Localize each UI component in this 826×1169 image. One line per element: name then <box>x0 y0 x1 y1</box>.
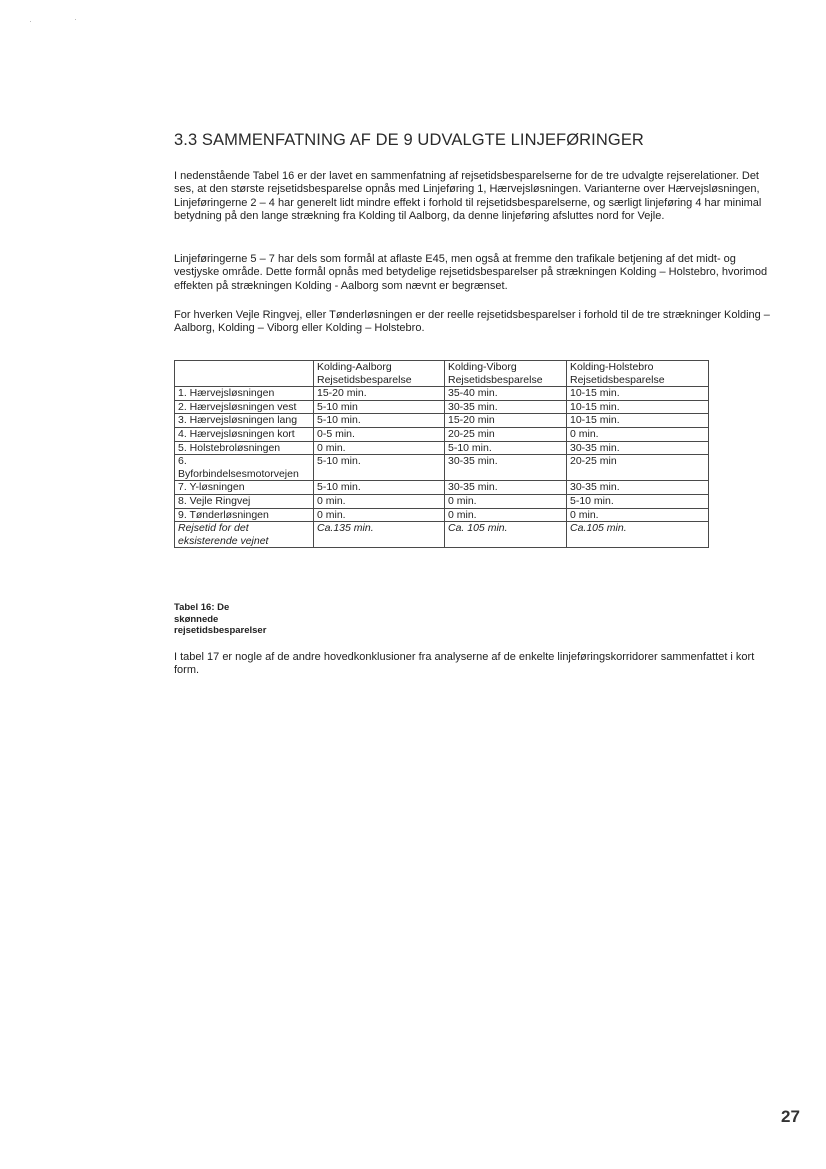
header-cell: Kolding-Viborg Rejsetidsbesparelse <box>445 361 567 387</box>
paragraph: Linjeføringerne 5 – 7 har dels som formål at aflaste E45, men også at fremme den trafikale betjening af det midt- og vestjyske område. Dette formål opnås med betydelige rejsetidsbesparelser på strækningen Kolding – Holstebro, hvorimod effekten på strækningen Kolding - Aalborg som nævnt er begrænset. <box>174 253 768 292</box>
table-cell: 30-35 min. <box>445 400 567 414</box>
table-cell: 10-15 min. <box>567 387 709 401</box>
table-cell: 10-15 min. <box>567 400 709 414</box>
table-row <box>175 441 709 455</box>
page-number: 27 <box>781 1107 800 1126</box>
table-caption: Tabel 16: De skønnede rejsetidsbesparelser <box>174 602 267 637</box>
table-row <box>175 387 709 401</box>
table-cell: 0 min. <box>314 508 445 522</box>
table-cell: 15-20 min <box>445 414 567 428</box>
table-cell: 15-20 min. <box>314 387 445 401</box>
table-cell: Ca.105 min. <box>567 522 709 548</box>
table-cell: 30-35 min. <box>445 481 567 495</box>
table-cell: 30-35 min. <box>445 455 567 481</box>
scan-speck <box>75 19 76 20</box>
row-label: 5. Holstebroløsningen <box>175 441 314 455</box>
table-cell: 5-10 min. <box>314 414 445 428</box>
row-label: 9. Tønderløsningen <box>175 508 314 522</box>
table-cell: Ca.135 min. <box>314 522 445 548</box>
table-cell: 20-25 min <box>567 455 709 481</box>
paragraph: For hverken Vejle Ringvej, eller Tønderløsningen er der reelle rejsetidsbesparelser i forhold til de tre strækninger Kolding – Aalborg, Kolding – Viborg eller Kolding – Holstebro. <box>174 309 770 335</box>
row-label: 3. Hærvejsløsningen lang <box>175 414 314 428</box>
table-header-row <box>175 361 709 387</box>
table-cell: 0 min. <box>314 494 445 508</box>
savings-table <box>174 360 709 548</box>
section-heading: 3.3 SAMMENFATNING AF DE 9 UDVALGTE LINJEFØRINGER <box>174 131 644 149</box>
table-cell: 0 min. <box>567 427 709 441</box>
header-cell: Kolding-Aalborg Rejsetidsbesparelse <box>314 361 445 387</box>
paragraph: I tabel 17 er nogle af de andre hovedkonklusioner fra analyserne af de enkelte linjeføringskorridorer sammenfattet i kort form. <box>174 651 755 677</box>
row-label: 8. Vejle Ringvej <box>175 494 314 508</box>
table-cell: 30-35 min. <box>567 481 709 495</box>
table-row <box>175 481 709 495</box>
paragraph: I nedenstående Tabel 16 er der lavet en sammenfatning af rejsetidsbesparelserne for de tre udvalgte rejserelationer. Det ses, at den største rejsetidsbesparelse opnås med Linjeføring 1, Hærvejsløsningen. Varianterne over Hærvejsløsningen, Linjeføringerne 2 – 4 har generelt lidt mindre effekt i forhold til rejsetidsbesparelserne, og særligt linjeføring 4 har minimal betydning på den lange strækning fra Kolding til Aalborg, da denne linjeføring afsluttes nord for Vejle. <box>174 170 762 223</box>
table-cell: 35-40 min. <box>445 387 567 401</box>
table-cell: 5-10 min. <box>445 441 567 455</box>
row-label: 4. Hærvejsløsningen kort <box>175 427 314 441</box>
row-label: 7. Y-løsningen <box>175 481 314 495</box>
table-row <box>175 427 709 441</box>
table-cell: 5-10 min <box>314 400 445 414</box>
row-label: 6. Byforbindelsesmotorvejen <box>175 455 314 481</box>
table-row <box>175 508 709 522</box>
table-row <box>175 414 709 428</box>
table-cell: Ca. 105 min. <box>445 522 567 548</box>
row-label: Rejsetid for det eksisterende vejnet <box>175 522 314 548</box>
header-cell: Kolding-Holstebro Rejsetidsbesparelse <box>567 361 709 387</box>
table-cell: 10-15 min. <box>567 414 709 428</box>
table-cell: 0-5 min. <box>314 427 445 441</box>
table-cell: 0 min. <box>567 508 709 522</box>
table-footer-row <box>175 522 709 548</box>
table-cell: 5-10 min. <box>314 481 445 495</box>
table-cell: 0 min. <box>445 508 567 522</box>
table-cell: 20-25 min <box>445 427 567 441</box>
header-cell <box>175 361 314 387</box>
table-row <box>175 494 709 508</box>
scan-speck <box>30 21 31 22</box>
table-cell: 0 min. <box>314 441 445 455</box>
row-label: 1. Hærvejsløsningen <box>175 387 314 401</box>
table-row <box>175 400 709 414</box>
table-cell: 0 min. <box>445 494 567 508</box>
table-cell: 5-10 min. <box>314 455 445 481</box>
table-cell: 5-10 min. <box>567 494 709 508</box>
table-cell: 30-35 min. <box>567 441 709 455</box>
table-row <box>175 455 709 481</box>
row-label: 2. Hærvejsløsningen vest <box>175 400 314 414</box>
